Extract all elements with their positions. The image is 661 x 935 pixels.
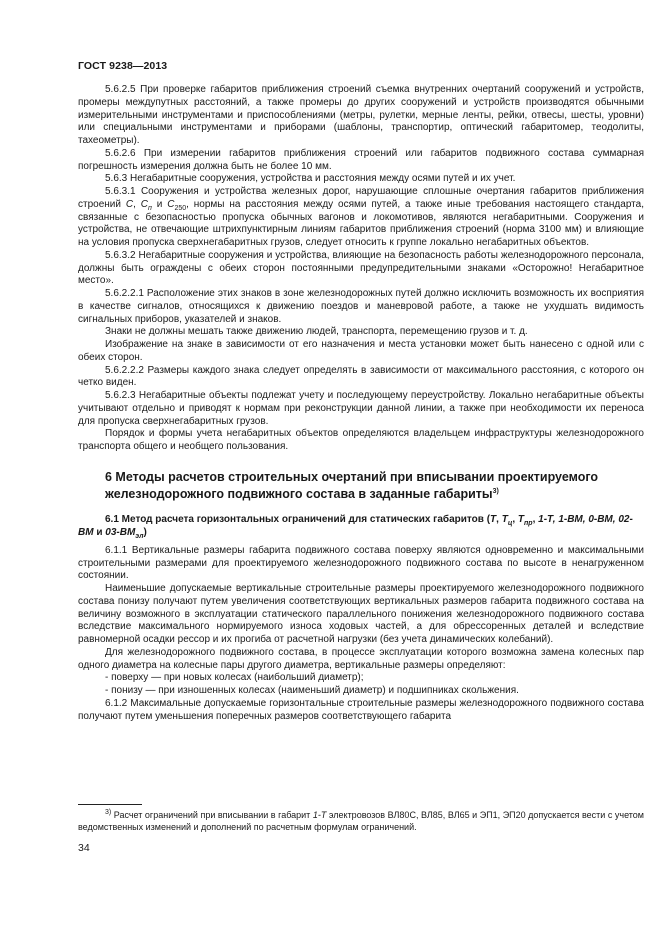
- footnote: $^{3)}$ Расчет ограничений при вписывании в габарит 1-Т электровозов ВЛ80С, ВЛ85, ВЛ65 и ЭП1, ЭП20 допускается вести с учетом ведомственных изменений и дополнений по расчетным формулам ограничений.: [78, 809, 644, 832]
- paragraph-5-6-2-2-1: 5.6.2.2.1 Расположение этих знаков в зоне железнодорожных путей должно исключить возможность их восприятия в качестве сигналов, относящихся к движению поездов и маневровой работе, а также не ухудшать видимость сигнальных приборов, указателей и знаков.: [78, 288, 644, 325]
- section-6-heading: 6 Методы расчетов строительных очертаний при вписывании проектируемого железнодорожного подвижного состава в заданные габариты$^{3)}$: [105, 469, 599, 501]
- paragraph-wheel-replacement: Для железнодорожного подвижного состава, в процессе эксплуатации которого возможна замена колесных пар одного диаметра на колесные пары другого диаметра, вертикальные размеры определяют:: [78, 646, 644, 671]
- paragraph-5-6-2-6: 5.6.2.6 При измерении габаритов приближения строений или габаритов подвижного состава суммарная погрешность измерения должна быть не более 10 мм.: [78, 147, 644, 172]
- paragraph-5-6-3: 5.6.3 Негабаритные сооружения, устройства и расстояния между осями путей и их учет.: [105, 173, 516, 185]
- paragraph-5-6-2-3: 5.6.2.3 Негабаритные объекты подлежат учету и последующему переустройству. Локально негабаритные объекты учитывают отдельно и приводят к нормам при реконструкции данной линии, а также при необходимости их переноса для пропуска сверхнегабаритных грузов.: [78, 390, 644, 427]
- page-body: [78, 84, 644, 723]
- paragraph-sign-image: Изображение на знаке в зависимости от его назначения и места установки может быть нанесено с одной или с обеих сторон.: [78, 339, 644, 363]
- paragraph-min-sizes: Наименьшие допускаемые вертикальные строительные размеры проектируемого железнодорожного подвижного состава понизу получают путем увеличения соответствующих вертикальных размеров габарита подвижного состава на величину возможного в эксплуатации статического параллельного понижения железнодорожного подвижного состава вследствие максимального нормируемого износа ходовых частей, а для обрессоренных деталей и вследствие равномерной осадки рессор и их прогиба от расчетной нагрузки (без учета динамических колебаний).: [78, 583, 644, 645]
- list-item: - понизу — при изношенных колесах (наименьший диаметр) и подшипниках скольжения.: [105, 685, 519, 696]
- paragraph-5-6-2-5: 5.6.2.5 При проверке габаритов приближения строений съемка внутренних очертаний сооружений и устройств, промеры междупутных расстояний, а также промеры до других сооружений и устройств производятся обычными измерительными инструментами и приспособлениями (метры, рулетки, мерные ленты, рейки, отвесы, шесты, уровни) или специальными инструментами и приборами (шаблоны, транспортир, оптический габаритомер, теодолиты, тахеометры).: [78, 84, 644, 146]
- document-header: ГОСТ 9238—2013: [78, 60, 168, 72]
- section-6-1-heading: 6.1 Метод расчета горизонтальных ограничений для статических габаритов (Т, $Т_ц$, $Т_{пр}$, 1-Т, 1-ВМ, 0-ВМ, 02-ВМ и $03-ВМ_{эл}$): [78, 513, 633, 540]
- paragraph-signs: Знаки не должны мешать также движению людей, транспорта, перемещению грузов и т. д.: [105, 326, 528, 338]
- footnote-divider: [78, 804, 142, 805]
- paragraph-accounting: Порядок и формы учета негабаритных объектов определяются владельцем инфраструктуры железнодорожного транспорта общего и необщего пользования.: [78, 428, 644, 452]
- list-item: - поверху — при новых колесах (наибольший диаметр);: [105, 672, 364, 684]
- paragraph-5-6-3-2: 5.6.3.2 Негабаритные сооружения и устройства, влияющие на безопасность работы железнодорожного персонала, должны быть ограждены с обеих сторон постоянными предупредительными знаками «Осторожно! Негабаритное место».: [78, 249, 644, 287]
- paragraph-6-1-1: 6.1.1 Вертикальные размеры габарита подвижного состава поверху являются одновременно и максимальными строительными размерами для проектируемого железнодорожного подвижного состава по высоте в ненагруженном состоянии.: [78, 544, 644, 582]
- paragraph-5-6-3-1: 5.6.3.1 Сооружения и устройства железных дорог, нарушающие сплошные очертания габаритов приближения строений С, $С_п$ и $С_{250}$, нормы на расстояния между осями путей, а также иные требования настоящего стандарта, связанные с безопасностью пропуска обычных вагонов и локомотивов, являются негабаритными. Сооружения и устройства, не отвечающие штрихпунктирным линиям габаритов приближения строений (норма 3100 мм) и влияющие на условия пропуска сверхнегабаритных грузов, следует относить к группе локально негабаритных объектов.: [78, 186, 644, 248]
- paragraph-5-6-2-2-2: 5.6.2.2.2 Размеры каждого знака следует определять в зависимости от максимального расстояния, с которого он четко виден.: [78, 364, 644, 389]
- paragraph-6-1-2: 6.1.2 Максимальные допускаемые горизонтальные строительные размеры железнодорожного подвижного состава получают путем уменьшения поперечных размеров соответствующего габарита: [78, 697, 644, 722]
- page-number: 34: [78, 842, 90, 854]
